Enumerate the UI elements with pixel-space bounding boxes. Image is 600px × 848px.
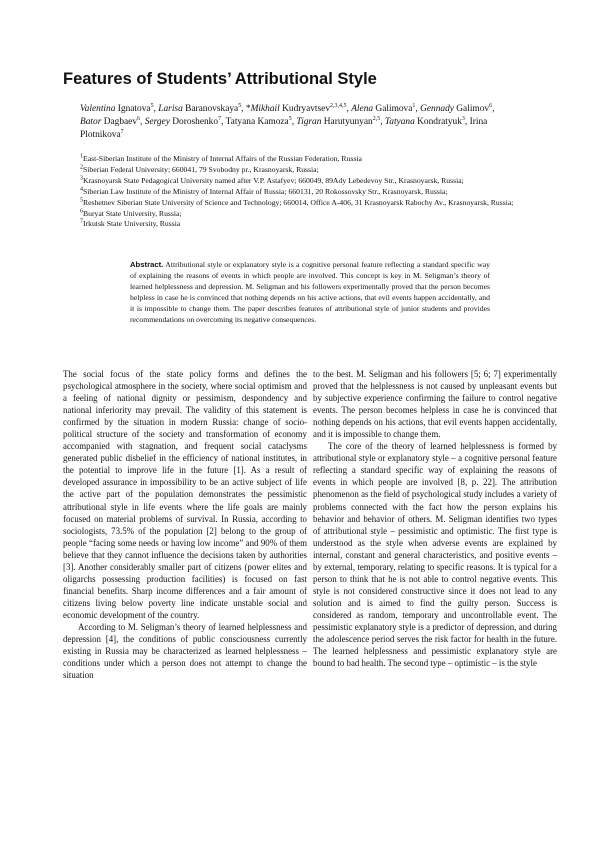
author: Larisa Baranovskaya$^5$,: [158, 102, 246, 114]
affiliation-list: [80, 154, 550, 230]
author-list: [80, 103, 550, 143]
abstract: [130, 259, 490, 325]
affiliation: $^4$Siberian Law Institute of the Ministry of Internal Affair of Russia; 660131, 20 Rokossovsky Str., Krasnoyarsk, Russia;: [80, 186, 448, 196]
abstract-text: Attributional style or explanatory style is a cognitive personal feature reflecting a standard specific way of explaining the reasons of events in which people are involved. This concept is key in M. Seligman’s theory of learned helplessness and depression. M. Seligman and his followers experimentally proved that the person becomes helpless in case he is convinced that nothing depends on his active actions, that evil events happen accidentally, and it is impossible to change them. The paper describes features of attributional style of junior students and provides recommendations on overcoming its negative consequences.: [130, 260, 490, 324]
body-paragraph: The social focus of the state policy forms and defines the psychological atmosphere in the society, where social optimism and a feeling of national dignity or pessimism, despondency and national inferiority may prevail. The validity of this statement is confirmed by the situation in modern Russia: change of socio-political structure of the society and transformation of economy accompanied with stagnation, and frequent social cataclysms generated public disbelief in the efficiency of national institutes, in the potential to improve life in the future [1]. As a result of developed assurance in impossibility to be an active subject of life the active part of the population demonstrates the pessimistic attributional style in life events where the life goals are mainly focused on material problems of survival. In Russia, according to sociologists, 73.5% of the population [2] belong to the group of people “facing some needs or having low income” and 90% of them believe that they cannot influence the decisions taken by authorities [3]. Another considerably smaller part of citizens (power elites and oligarchs possessing production facilities) is focused on fast financial benefits. Sharp income differences and a fair amount of citizens living below poverty line indicate unstable social and economic development of the country.: [63, 369, 307, 620]
author: Bator Dagbaev$^6$,: [80, 116, 145, 128]
right-column: [313, 368, 557, 669]
author: Tigran Harutyunyan$^{2,5}$,: [296, 116, 385, 128]
author: Sergey Doroshenko$^7$,: [144, 116, 226, 128]
affiliation: $^1$East-Siberian Institute of the Ministry of Internal Affairs of the Russian Federation, Russia: [80, 153, 362, 163]
author: Tatyana Kondratyuk$^3$,: [384, 116, 470, 128]
affiliation: $^7$Irkutsk State University, Russia: [80, 218, 181, 229]
abstract-label: Abstract.: [130, 260, 164, 269]
body-paragraph: The core of the theory of learned helplessness is formed by attributional style or explanatory style – a cognitive personal feature reflecting a standard specific way of explaining the reasons of events in which people are involved [8, p. 22]. The attribution phenomenon as the field of psychological study includes a variety of problems connected with the fact how the person explains his behavior and behavior of others. M. Seligman identifies two types of attributional style – pessimistic and optimistic. The first type is understood as the style when adverse events are explained by internal, constant and general characteristics, and positive events – by external, temporary, relating to specific reasons. It is typical for a person to think that he is not able to control negative events. This style is not considered constructive since it does not lead to any solution and is aimed to find the guilty person. Success is considered as random, temporary and uncontrollable event. The pessimistic explanatory style is a predictor of depression, and during the adolescence period serves the risk factor for health in the future. The learned helplessness and pessimistic explanatory style are bound to bad health. The second type – optimistic – is the style: [313, 441, 557, 669]
author: Gennady Galimov$^6$,: [420, 102, 495, 114]
affiliation: $^6$Buryat State University, Russia;: [80, 207, 182, 218]
author: Tatyana Kamoza$^5$,: [225, 116, 297, 128]
author: Alena Galimova$^1$,: [351, 102, 421, 114]
body-paragraph: to the best. M. Seligman and his followers [5; 6; 7] experimentally proved that the helplessness is not caused by unpleasant events but by subjective experience confirming the failure to control negative events. The person becomes helpless in case he is convinced that nothing depends on his actions, that evil events happen accidentally, and it is impossible to change them.: [313, 369, 557, 440]
affiliation: $^2$Siberian Federal University; 660041, 79 Svobodny pr., Krasnoyarsk, Russia;: [80, 164, 319, 174]
affiliation: $^5$Reshetnev Siberian State University of Science and Technology; 660014, Office A-406, 31 Krasnoyarsk Rabochy Av., Krasnoyarsk, Russia;: [80, 197, 514, 207]
author: Irina Plotnikova$^7$: [80, 117, 488, 141]
affiliation: $^3$Krasnoyarsk State Pedagogical University named after V.P. Astafyev; 660049, 89Ady Lebedevoy Str., Krasnoyarsk, Russia;: [80, 175, 464, 185]
body-paragraph: According to M. Seligman’s theory of learned helplessness and depression [4], the conditions of public consciousness currently existing in Russia may be characterized as learned helplessness – conditions under which a person does not attempt to change the situation: [63, 621, 307, 681]
paper-title: Features of Students’ Attributional Style: [63, 70, 377, 88]
author: Valentina Ignatova$^5$,: [80, 102, 159, 114]
left-column: [63, 368, 307, 681]
author: *Mikhail Kudryavtsev$^{2,3,4,5}$,: [245, 102, 352, 114]
